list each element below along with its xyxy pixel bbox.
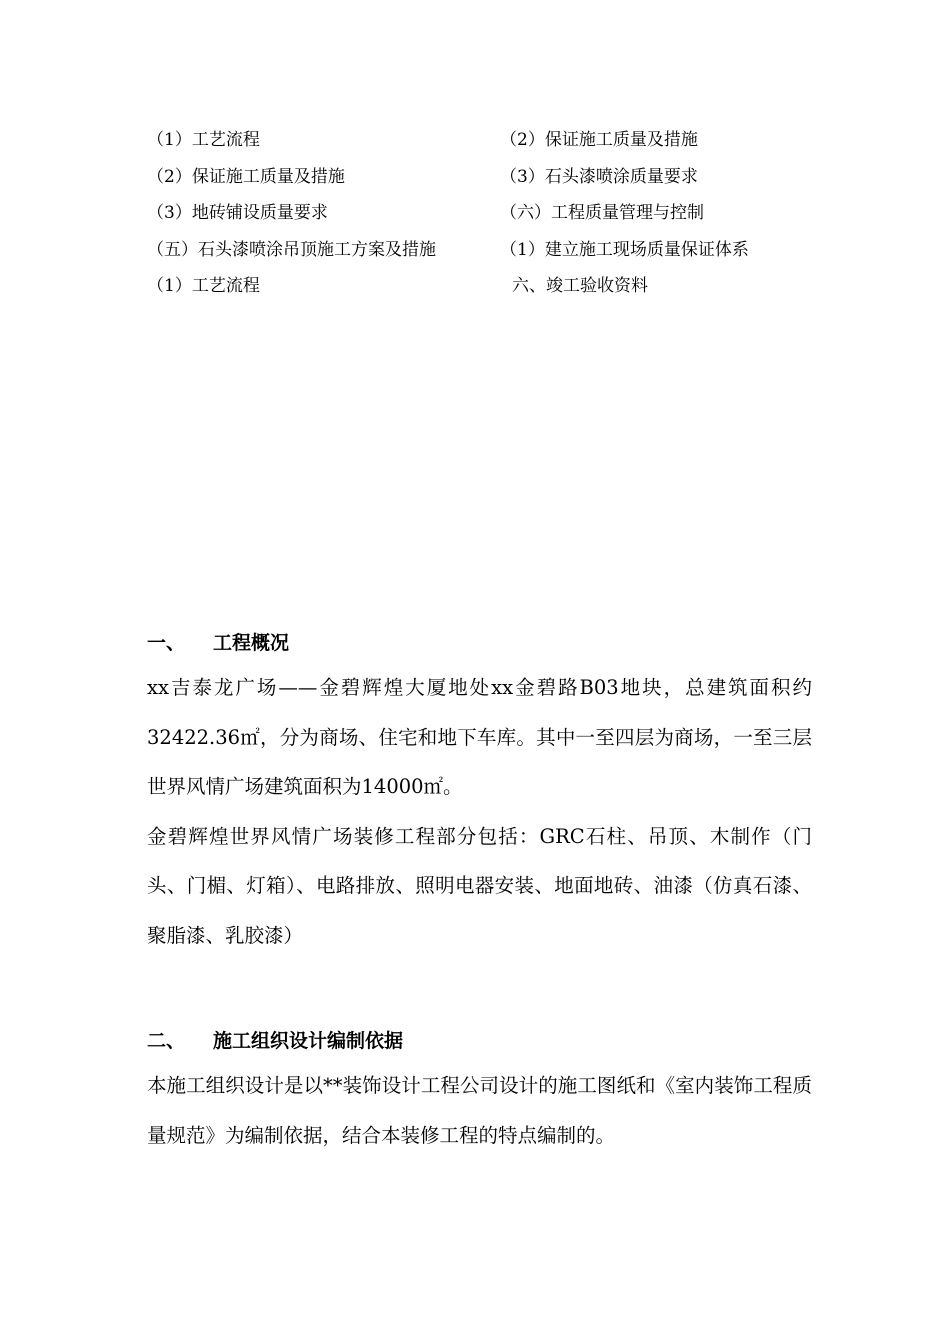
toc-item: （1）建立施工现场质量保证体系 <box>500 239 749 260</box>
section-number: 一、 <box>147 632 186 654</box>
section-basis <box>147 1026 812 1160</box>
section-heading <box>147 628 812 658</box>
toc-right-column <box>500 122 800 305</box>
section-number: 二、 <box>147 1030 186 1052</box>
toc-item: （1）工艺流程 <box>147 130 260 150</box>
paragraph: 金碧辉煌世界风情广场装修工程部分包括：GRC石柱、吊顶、木制作（门头、门楣、灯箱）、电路排放、照明电器安装、地面地砖、油漆（仿真石漆、聚脂漆、乳胶漆） <box>147 824 812 947</box>
section-title: 施工组织设计编制依据 <box>213 1030 404 1052</box>
section-overview <box>147 628 812 960</box>
toc-item: （1）工艺流程 <box>147 276 260 296</box>
toc-left-column <box>147 122 477 305</box>
toc-item: （2）保证施工质量及措施 <box>500 130 698 150</box>
toc-item: 六、竣工验收资料 <box>512 276 648 296</box>
toc-item: （3）地砖铺设质量要求 <box>147 203 328 223</box>
toc-item: （2）保证施工质量及措施 <box>147 166 345 187</box>
toc-item-text: （五）石头漆喷涂吊顶施工方案及措施 <box>147 239 436 260</box>
toc-item: （六）工程质量管理与控制 <box>500 203 704 223</box>
section-heading <box>147 1026 812 1056</box>
toc-item <box>147 232 462 269</box>
paragraph: 本施工组织设计是以**装饰设计工程公司设计的施工图纸和《室内装饰工程质量规范》为编制依据，结合本装修工程的特点编制的。 <box>147 1074 812 1147</box>
toc-item: （3）石头漆喷涂质量要求 <box>500 166 698 187</box>
paragraph: xx吉泰龙广场——金碧辉煌大厦地处xx金碧路B03地块，总建筑面积约32422.36㎡，分为商场、住宅和地下车库。其中一至四层为商场，一至三层世界风情广场建筑面积为14000㎡。 <box>147 676 812 798</box>
section-title: 工程概况 <box>213 632 290 654</box>
